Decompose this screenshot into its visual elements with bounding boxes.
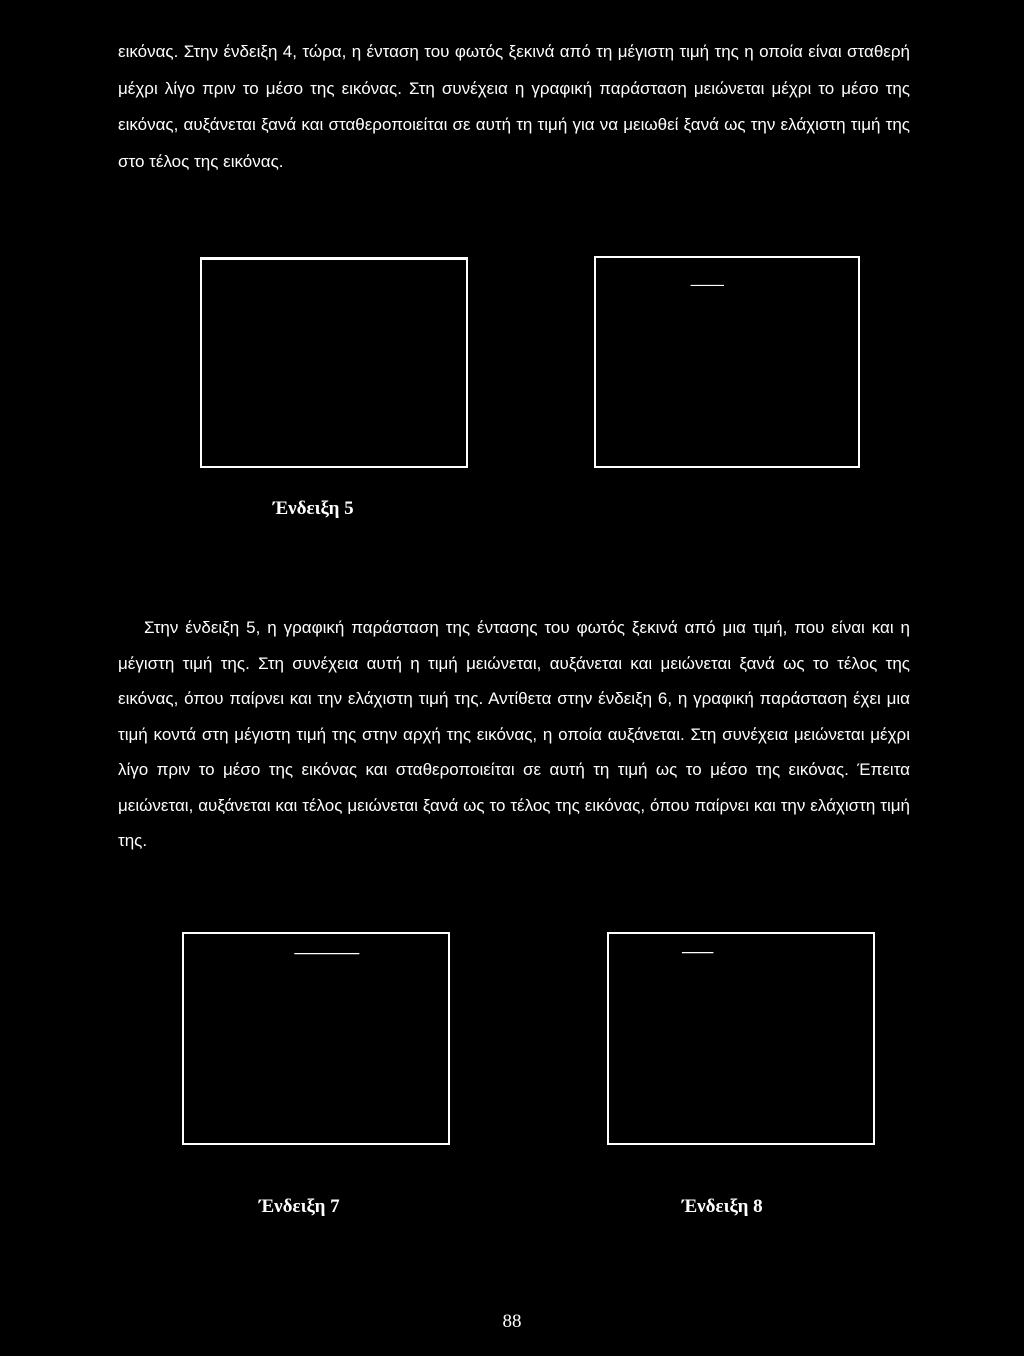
paragraph-middle: Στην ένδειξη 5, η γραφική παράσταση της έντασης του φωτός ξεκινά από μια τιμή, που είναι και η μέγιστη τιμή της. Στη συνέχεια αυτή η τιμή μειώνεται, αυξάνεται και μειώνεται ξανά ως το τέλος της εικόνας, όπου παίρνει και την ελάχιστη τιμή της. Αντίθετα στην ένδειξη 6, η γραφική παράσταση έχει μια τιμή κοντά στη μέγιστη τιμή της στην αρχή της εικόνας, η οποία αυξάνεται. Στη συνέχεια μειώνεται μέχρι λίγο πριν το μέσο της εικόνας και σταθεροποιείται σε αυτή τη τιμή ως το μέσο της εικόνας. Έπειτα μειώνεται, αυξάνεται και τέλος μειώνεται ξανά ως το τέλος της εικόνας, όπου παίρνει και την ελάχιστη τιμή της. xyxy=(118,618,910,850)
caption-figure-5: Ένδειξη 5 xyxy=(273,498,354,519)
caption-figure-8: Ένδειξη 8 xyxy=(682,1196,763,1217)
graph-6-plot xyxy=(596,258,858,466)
caption-figure-7: Ένδειξη 7 xyxy=(259,1196,340,1217)
paragraph-top: εικόνας. Στην ένδειξη 4, τώρα, η ένταση του φωτός ξεκινά από τη μέγιστη τιμή της η οποία είναι σταθερή μέχρι λίγο πριν το μέσο της εικόνας. Στη συνέχεια η γραφική παράσταση μειώνεται μέχρι το μέσο της εικόνας, αυξάνεται ξανά και σταθεροποιείται σε αυτή τη τιμή για να μειωθεί ξανά ως την ελάχιστη τιμή της στο τέλος της εικόνας. xyxy=(118,42,910,171)
figure-5-graph xyxy=(200,257,468,468)
graph-7-plot xyxy=(184,934,448,1143)
graph-5-plot xyxy=(202,259,466,466)
graph-8-plot xyxy=(609,934,873,1143)
page-number: 88 xyxy=(502,1311,522,1332)
figure-8-graph xyxy=(607,932,875,1145)
figure-7-graph xyxy=(182,932,450,1145)
figure-6-graph xyxy=(594,256,860,468)
